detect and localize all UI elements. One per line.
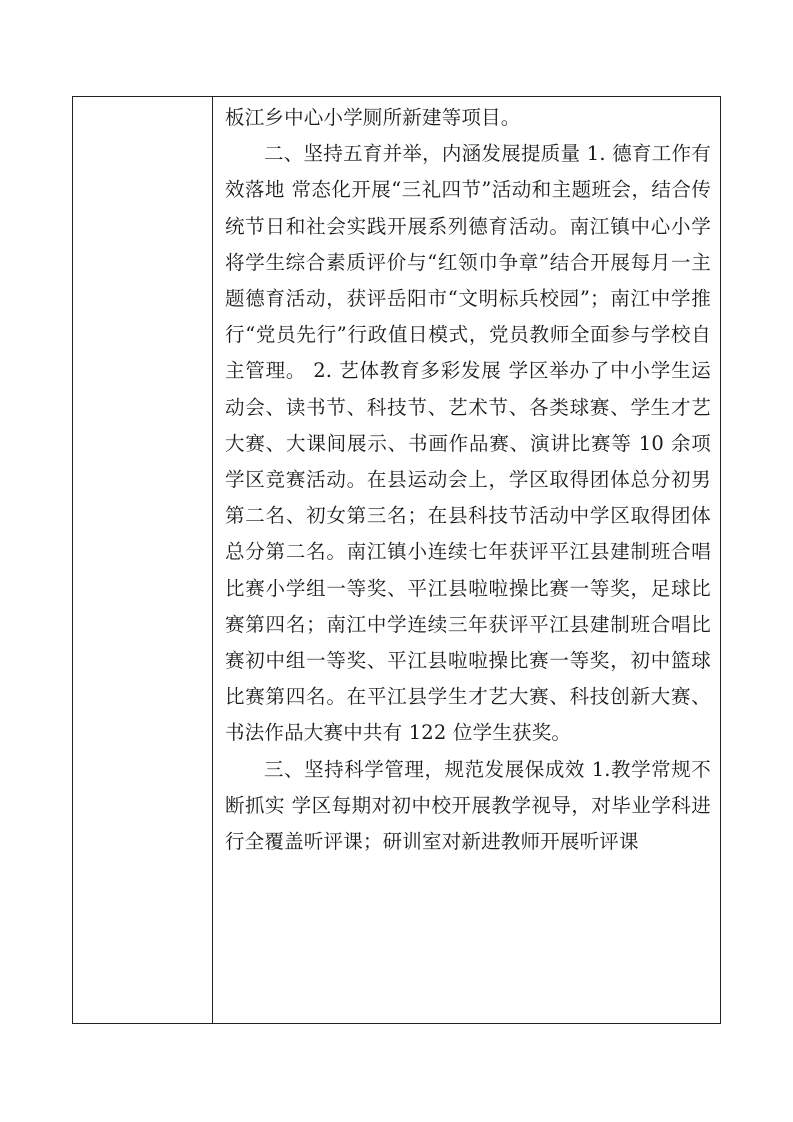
paragraph-continuation: 板江乡中心小学厕所新建等项目。 (225, 106, 521, 129)
column-divider (212, 96, 213, 1024)
paragraph-section-two: 二、坚持五育并举，内涵发展提质量 1. 德育工作有效落地 常态化开展“三礼四节”活动和主题班会，结合传统节日和社会实践开展系列德育活动。南江镇中心小学将学生综合素质评价与“红领巾争章”结合开展每月一主题德育活动，获评岳阳市“文明标兵校园”；南江中学推行“党员先行”行政值日模式，党员教师全面参与学校自主管理。 2. 艺体教育多彩发展 学区举办了中小学生运动会、读书节、科技节、艺术节、各类球赛、学生才艺大赛、大课间展示、书画作品赛、演讲比赛等 10 余项学区竞赛活动。在县运动会上，学区取得团体总分初男第二名、初女第三名；在县科技节活动中学区取得团体总分第二名。南江镇小连续七年获评平江县建制班合唱比赛小学组一等奖、平江县啦啦操比赛一等奖，足球比赛第四名；南江中学连续三年获评平江县建制班合唱比赛初中组一等奖、平江县啦啦操比赛一等奖，初中篮球比赛第四名。在平江县学生才艺大赛、科技创新大赛、书法作品大赛中共有 122 位学生获奖。 (225, 142, 711, 745)
table-content-cell (225, 100, 711, 860)
paragraph-section-three: 三、坚持科学管理，规范发展保成效 1.教学常规不断抓实 学区每期对初中校开展教学视导，对毕业学科进行全覆盖听评课；研训室对新进教师开展听评课 (225, 757, 711, 854)
